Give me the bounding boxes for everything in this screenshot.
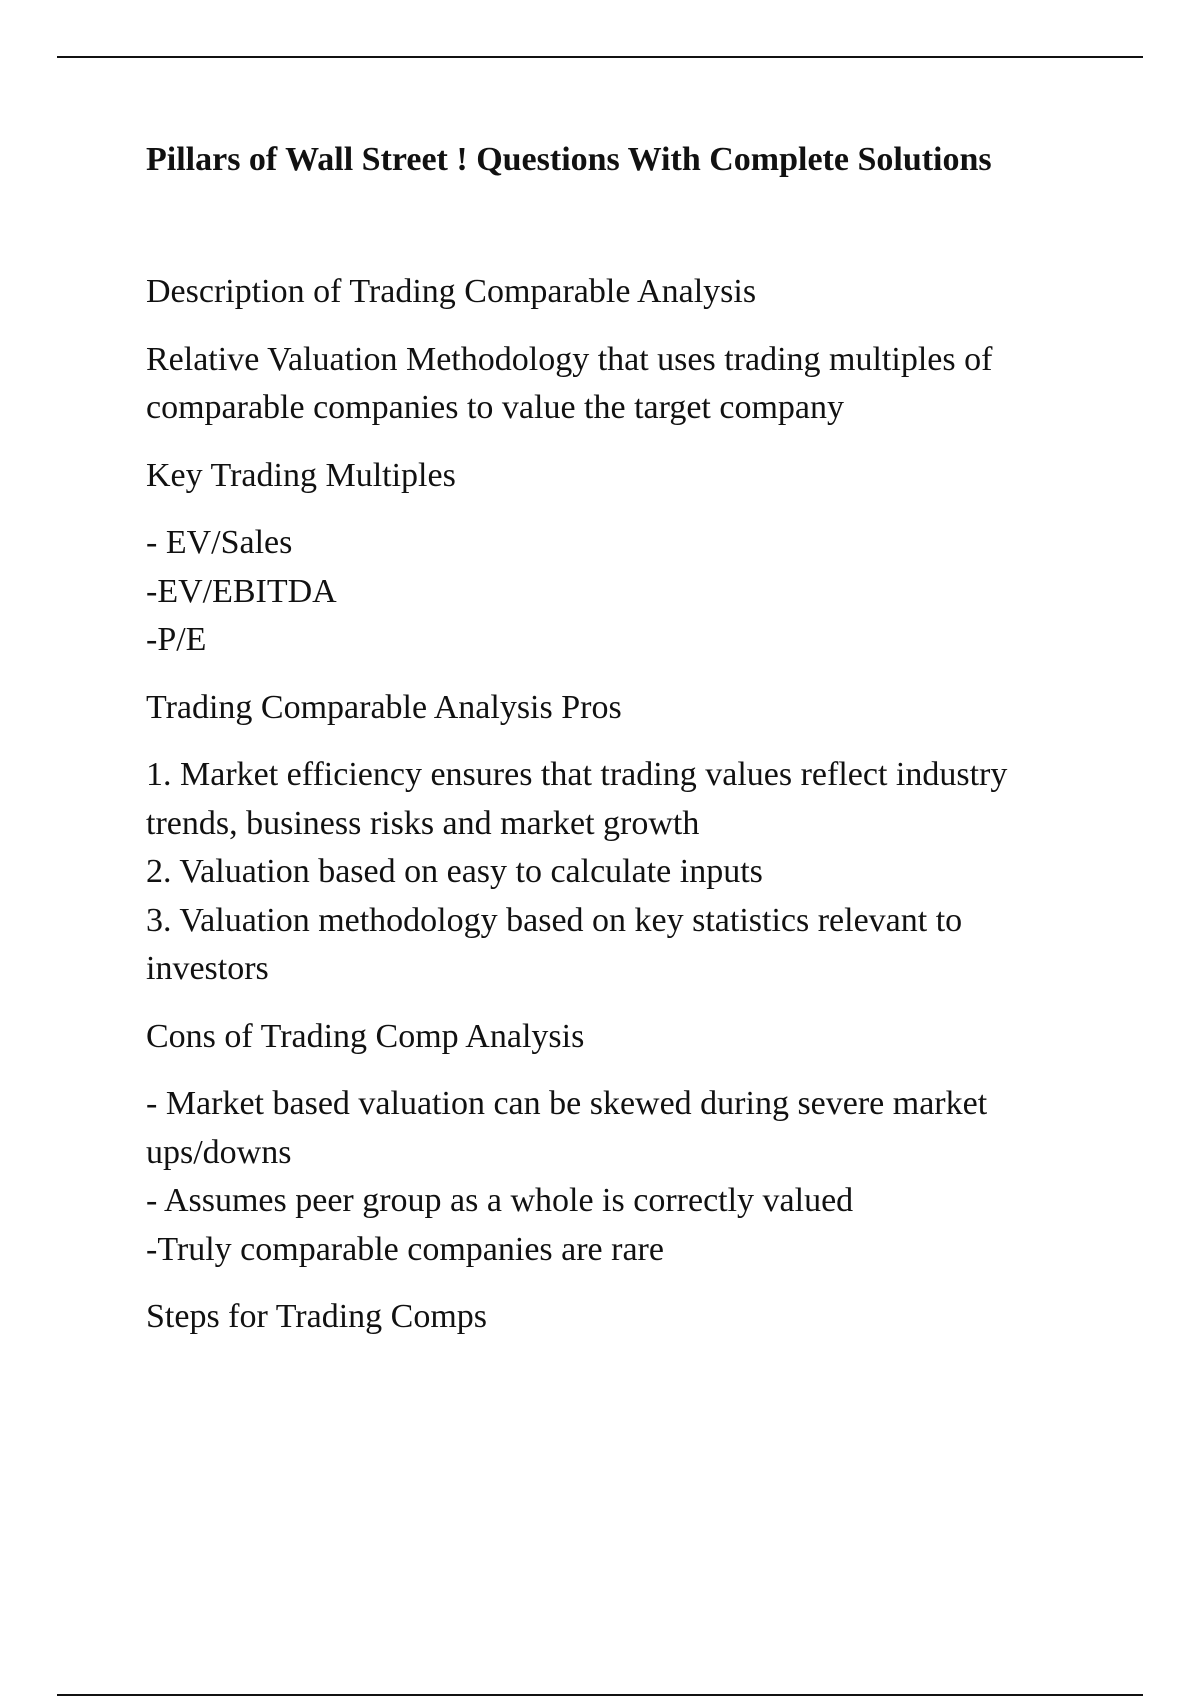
question-1: Description of Trading Comparable Analysis — [146, 273, 757, 310]
answer-2 — [146, 519, 1086, 665]
qa-item-1 — [146, 268, 1086, 433]
qa-item-4 — [146, 1013, 1086, 1275]
answer-line: -Truly comparable companies are rare — [146, 1230, 664, 1268]
qa-item-2 — [146, 452, 1086, 665]
answer-line: trends, business risks and market growth — [146, 804, 700, 842]
answer-line: 2. Valuation based on easy to calculate inputs — [146, 853, 763, 890]
qa-item-3 — [146, 684, 1086, 994]
question-5: Steps for Trading Comps — [146, 1298, 487, 1335]
qa-item-5 — [146, 1293, 1086, 1342]
question-2: Key Trading Multiples — [146, 456, 456, 494]
document-title: Pillars of Wall Street ! Questions With Complete Solutions — [146, 141, 992, 178]
answer-line: -P/E — [146, 621, 207, 658]
answer-line: - EV/Sales — [146, 524, 293, 561]
answer-line: Relative Valuation Methodology that uses trading multiples of — [146, 340, 993, 378]
answer-4 — [146, 1080, 1086, 1274]
bottom-rule — [57, 1694, 1143, 1696]
page-content — [146, 138, 1086, 1361]
question-3: Trading Comparable Analysis Pros — [146, 688, 622, 726]
answer-line: - Market based valuation can be skewed during severe market — [146, 1085, 988, 1122]
answer-3 — [146, 751, 1086, 994]
answer-line: comparable companies to value the target company — [146, 389, 844, 426]
answer-1 — [146, 336, 1086, 433]
answer-line: ups/downs — [146, 1133, 292, 1171]
answer-line: investors — [146, 950, 269, 987]
question-4: Cons of Trading Comp Analysis — [146, 1017, 585, 1055]
top-rule — [57, 56, 1143, 58]
answer-line: 3. Valuation methodology based on key statistics relevant to — [146, 901, 963, 939]
answer-line: 1. Market efficiency ensures that trading values reflect industry — [146, 756, 1008, 793]
answer-line: -EV/EBITDA — [146, 572, 337, 610]
answer-line: - Assumes peer group as a whole is correctly valued — [146, 1182, 854, 1219]
